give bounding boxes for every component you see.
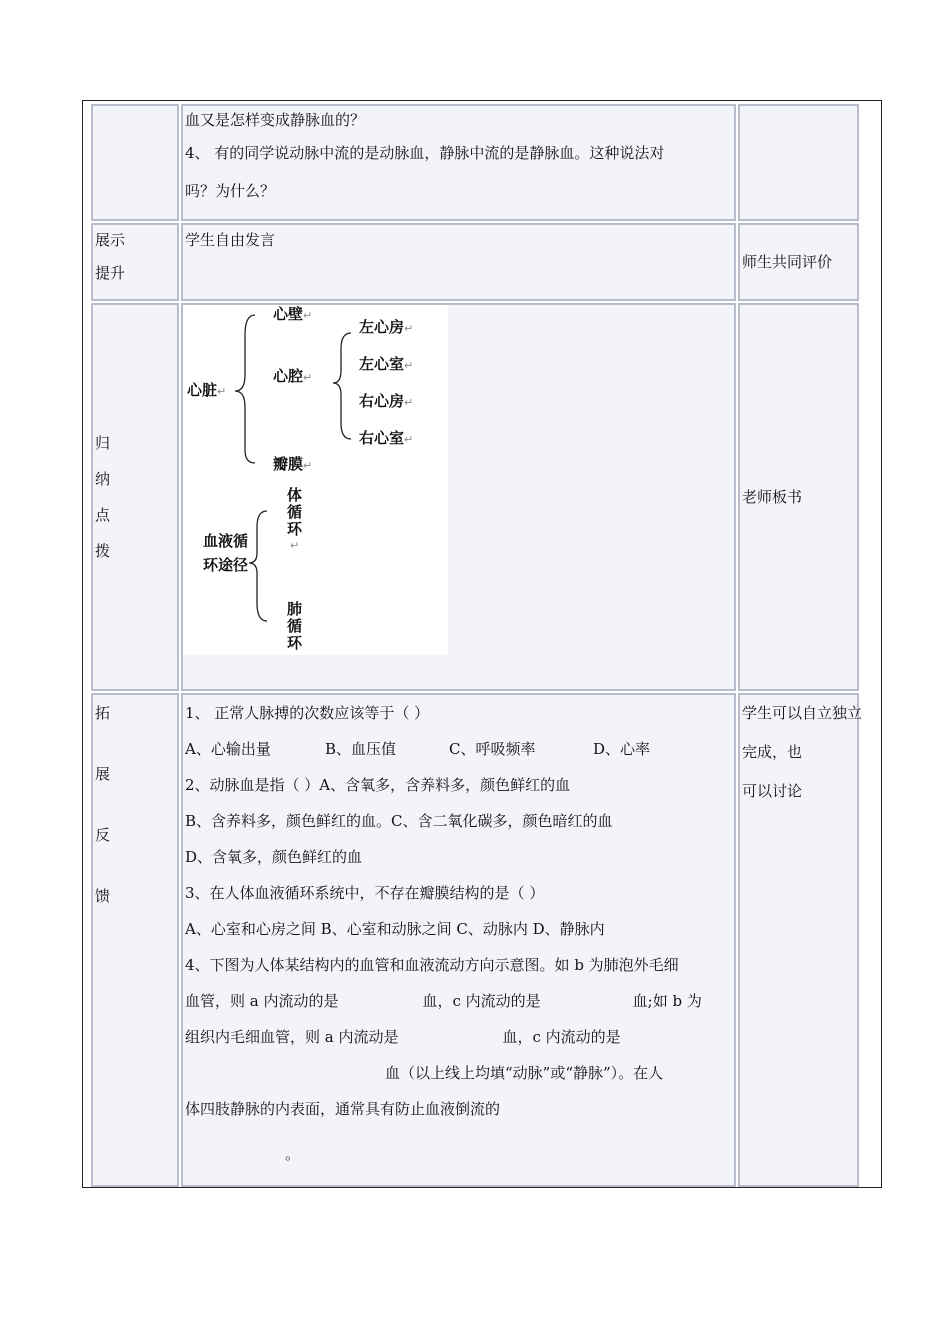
- q3-options: A、心室和心房之间 B、心室和动脉之间 C、动脉内 D、静脉内: [185, 920, 605, 938]
- lesson-table: [89, 102, 861, 1189]
- q1-options: [185, 731, 732, 767]
- summary-content-cell: [181, 303, 736, 691]
- q1-option-b: B、血压值: [325, 740, 397, 758]
- question-line-1: 血又是怎样变成静脉血的？: [185, 111, 366, 129]
- chamber-label-1: 左心房↵: [359, 318, 414, 336]
- q4-line-5: 体四肢静脉的内表面，通常具有防止血液倒流的: [185, 1100, 501, 1118]
- systemic-return-mark: ↵: [290, 539, 300, 552]
- q2-line-3: D、含氧多，颜色鲜红的血: [185, 848, 363, 866]
- extend-row: [91, 693, 859, 1187]
- heart-valve-label: 瓣膜↵: [273, 455, 313, 473]
- extend-label-char-3: 反: [95, 826, 111, 844]
- heart-wall-label: 心壁↵: [273, 305, 313, 323]
- q1-text: 1、 正常人脉搏的次数应该等于（ ）: [185, 704, 430, 722]
- summary-label-char-1: 归: [95, 434, 111, 452]
- extend-note-cell: [738, 693, 863, 1187]
- q2-line-1: 2、动脉血是指（ ）A、含氧多，含养料多，颜色鲜红的血: [185, 776, 571, 794]
- summary-label-char-4: 拨: [95, 542, 111, 560]
- extend-note-line-1: 学生可以自立独立: [742, 704, 863, 722]
- extend-note-line-2: 完成，也: [742, 743, 803, 761]
- q1-option-d: D、心率: [593, 740, 651, 758]
- heart-label: 心脏↵: [187, 381, 227, 399]
- q4-line-2: [185, 983, 732, 1019]
- question-line-2: 4、 有的同学说动脉中流的是动脉血，静脉中流的是静脉血。这种说法对: [185, 144, 665, 162]
- show-note: 师生共同评价: [742, 253, 833, 271]
- q4-line-2-part-b: 血，c 内流动的是: [422, 992, 541, 1010]
- extend-label-char-4: 馈: [95, 887, 111, 905]
- q4-line-4: [185, 1055, 732, 1091]
- summary-label-char-3: 点: [95, 506, 111, 524]
- q1-option-c: C、呼吸频率: [449, 740, 536, 758]
- chamber-label-3: 右心房↵: [359, 392, 414, 410]
- summary-label-char-2: 纳: [95, 470, 111, 488]
- extend-label-char-1: 拓: [95, 704, 111, 722]
- question-label-cell: [91, 104, 179, 221]
- heart-circulation-diagram: [183, 305, 448, 655]
- extend-label-char-2: 展: [95, 765, 111, 783]
- q4-line-2-part-c: 血;如 b 为: [632, 992, 702, 1010]
- summary-label-cell: [91, 303, 179, 691]
- show-label-2: 提升: [95, 264, 126, 282]
- q4-line-3-part-a: 组织内毛细血管，则 a 内流动是: [185, 1028, 399, 1046]
- show-note-cell: [738, 223, 859, 301]
- question-line-3: 吗？为什么？: [185, 182, 276, 200]
- q1-option-a: A、心输出量: [185, 740, 271, 758]
- show-label-1: 展示: [95, 231, 126, 249]
- chamber-label-2: 左心室↵: [359, 355, 414, 373]
- summary-note-cell: [738, 303, 859, 691]
- show-content-cell: [181, 223, 736, 301]
- question-content-cell: [181, 104, 736, 221]
- q2-line-2: B、含养料多，颜色鲜红的血。C、含二氧化碳多，颜色暗红的血: [185, 812, 613, 830]
- extend-note-line-3: 可以讨论: [742, 782, 803, 800]
- question-row: [91, 104, 859, 221]
- question-note-cell: [738, 104, 859, 221]
- summary-row: [91, 303, 859, 691]
- chamber-label-4: 右心室↵: [359, 429, 414, 447]
- q4-line-2-part-a: 血管，则 a 内流动的是: [185, 992, 339, 1010]
- circulation-label: 血液循环途径: [203, 532, 249, 574]
- q4-line-6-text: 。: [285, 1145, 301, 1163]
- q4-line-4-text: 血（以上线上均填“动脉”或“静脉”）。在人: [385, 1064, 664, 1082]
- summary-note: 老师板书: [742, 488, 803, 506]
- systemic-circulation-label: 体循环: [287, 486, 303, 538]
- q3-text: 3、在人体血液循环系统中，不存在瓣膜结构的是（ ）: [185, 884, 545, 902]
- extend-content-cell: [181, 693, 736, 1187]
- extend-label-cell: [91, 693, 179, 1187]
- show-row: [91, 223, 859, 301]
- show-label-cell: [91, 223, 179, 301]
- pulmonary-circulation-label: 肺循环: [287, 600, 303, 652]
- heart-cavity-label: 心腔↵: [273, 367, 313, 385]
- show-content: 学生自由发言: [185, 231, 276, 249]
- q4-line-6: [185, 1127, 732, 1181]
- q4-line-3: [185, 1019, 732, 1055]
- q4-line-3-part-b: 血，c 内流动的是: [502, 1028, 621, 1046]
- q4-line-1: 4、下图为人体某结构内的血管和血液流动方向示意图。如 b 为肺泡外毛细: [185, 956, 679, 974]
